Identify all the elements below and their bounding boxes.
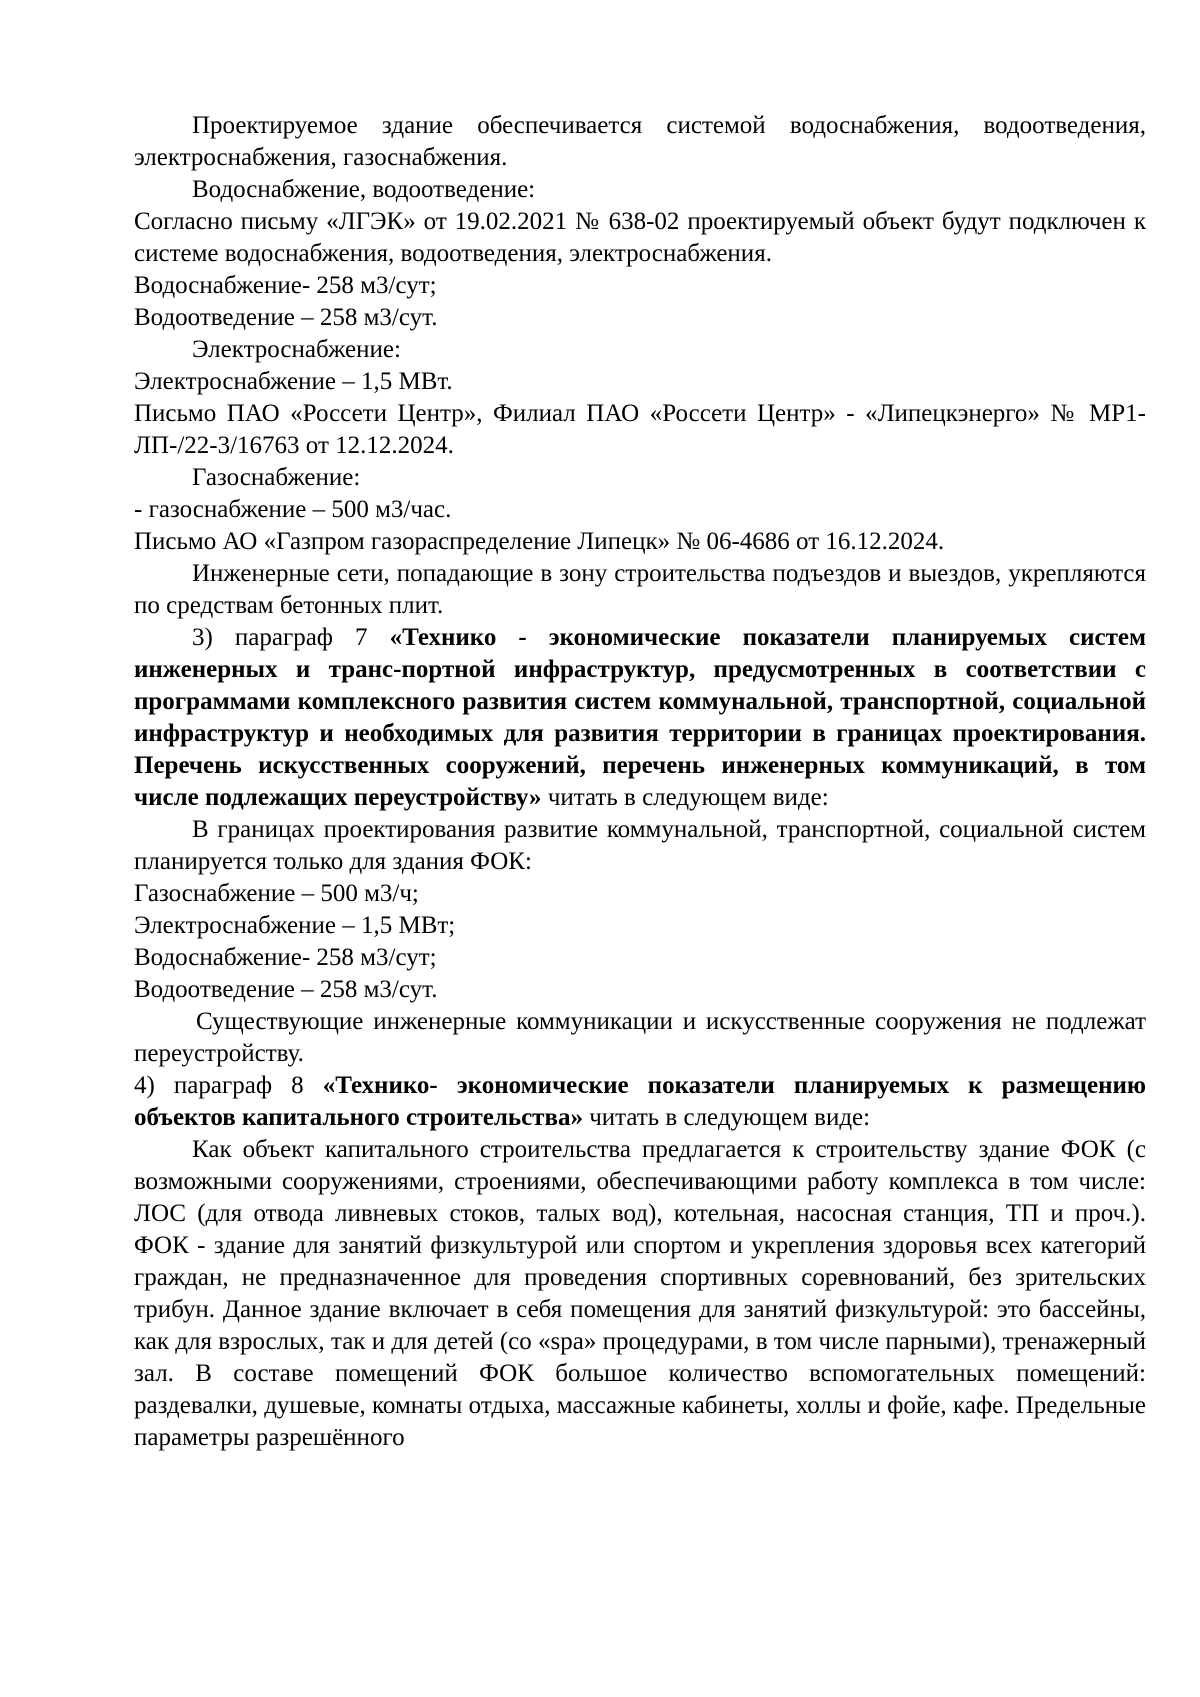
heading-gas-supply: Газоснабжение: <box>192 464 361 491</box>
heading-water-supply: Водоснабжение, водоотведение: <box>192 176 536 203</box>
line-gas: - газоснабжение – 500 м3/час. <box>134 496 452 523</box>
line-water-supply: Водоснабжение- 258 м3/сут; <box>134 272 437 299</box>
section-8-suffix: читать в следующем виде: <box>582 1104 871 1131</box>
section-7-title: «Технико - экономические показатели планируемых систем инженерных и транс-портной инфраструктур, предусмотренных в соответствии с программами комплексного развития систем коммунальной, транспортной, социальной инфраструктур и необходимых для развития территории в границах проектирования. Перечень искусственных сооружений, перечень инженерных коммуникаций, в том числе подлежащих переустройству» <box>134 624 1147 811</box>
line-drainage: Водоотведение – 258 м3/сут. <box>134 304 438 331</box>
paragraph-gazprom-letter: Письмо АО «Газпром газораспределение Липецк» № 06-4686 от 16.12.2024. <box>134 528 945 555</box>
line-water-supply-2: Водоснабжение- 258 м3/сут; <box>134 944 437 971</box>
line-drainage-2: Водоотведение – 258 м3/сут. <box>134 976 438 1003</box>
section-7-suffix: читать в следующем виде: <box>541 784 829 811</box>
paragraph-lgek-letter: Согласно письму «ЛГЭК» от 19.02.2021 № 638-02 проектируемый объект будут подключен к системе водоснабжения, водоотведения, электроснабжения. <box>134 208 1146 267</box>
paragraph-existing-networks: Существующие инженерные коммуникации и искусственные сооружения не подлежат переустройству. <box>134 1008 1146 1067</box>
paragraph-development-boundaries: В границах проектирования развитие коммунальной, транспортной, социальной систем планируется только для здания ФОК: <box>134 816 1146 875</box>
heading-power-supply: Электроснабжение: <box>192 336 401 363</box>
line-power: Электроснабжение – 1,5 МВт. <box>134 368 453 395</box>
paragraph-engineering-networks: Инженерные сети, попадающие в зону строительства подъездов и выездов, укрепляются по средствам бетонных плит. <box>134 560 1146 619</box>
paragraph-fok-description: Как объект капитального строительства предлагается к строительству здание ФОК (с возможными сооружениями, строениями, обеспечивающими работу комплекса в том числе: ЛОС (для отвода ливневых стоков, талых вод), котельная, насосная станция, ТП и проч.). ФОК - здание для занятий физкультурой или спортом и укрепления здоровья всех категорий граждан, не предназначенное для проведения спортивных соревнований, без зрительских трибун. Данное здание включает в себя помещения для занятий физкультурой: это бассейны, как для взрослых, так и для детей (со «spa» процедурами, в том числе парными), тренажерный зал. В составе помещений ФОК большое количество вспомогательных помещений: раздевалки, душевые, комнаты отдыха, массажные кабинеты, холлы и фойе, кафе. Предельные параметры разрешённого <box>134 1136 1146 1451</box>
paragraph-section-7 <box>134 622 1146 814</box>
document-page <box>134 110 1146 1454</box>
section-8-title: «Технико- экономические показатели планируемых к размещению объектов капитального строительства» <box>134 1072 1146 1131</box>
section-8-prefix: 4) параграф 8 <box>134 1072 323 1099</box>
paragraph-building-supply: Проектируемое здание обеспечивается системой водоснабжения, водоотведения, электроснабжения, газоснабжения. <box>134 112 1146 171</box>
section-7-prefix: 3) параграф 7 <box>192 624 390 651</box>
paragraph-section-8 <box>134 1070 1146 1134</box>
line-gas-2: Газоснабжение – 500 м3/ч; <box>134 880 419 907</box>
line-power-2: Электроснабжение – 1,5 МВт; <box>134 912 456 939</box>
paragraph-rosseti-letter: Письмо ПАО «Россети Центр», Филиал ПАО «Россети Центр» - «Липецкэнерго» № МР1-ЛП-/22-3/16763 от 12.12.2024. <box>134 400 1146 459</box>
